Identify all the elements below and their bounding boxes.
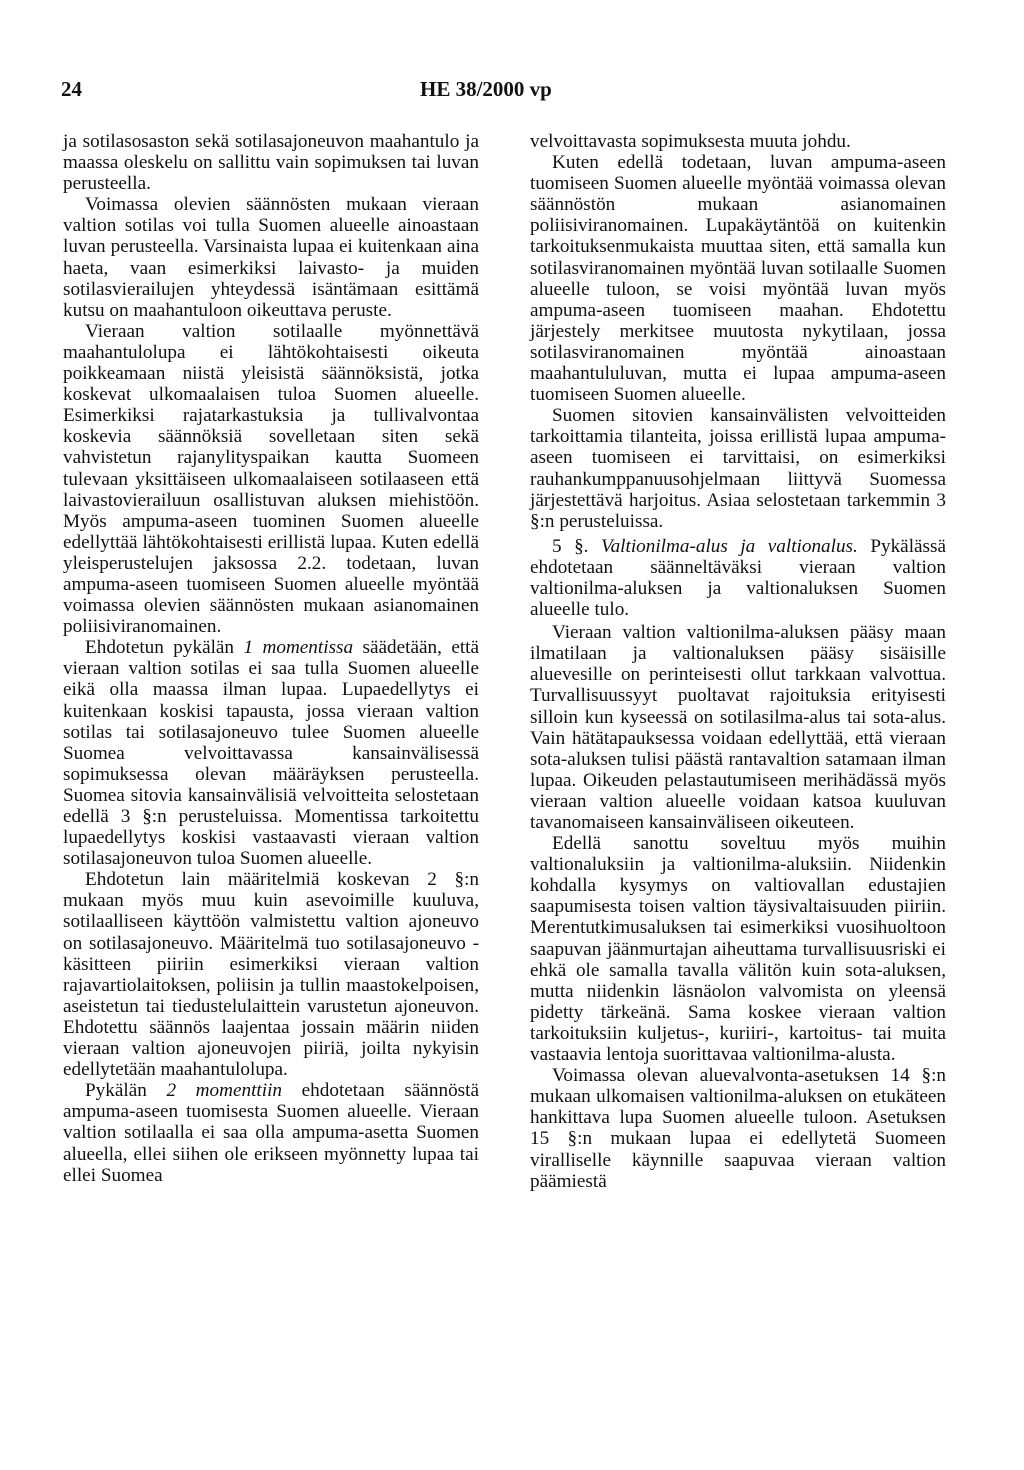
italic-term: 2 momenttiin — [166, 1080, 283, 1102]
paragraph-text: ehdotetaan säännöstä ampuma-aseen tuomisesta Suomen alueelle. Vieraan valtion sotilaalla ei saa olla ampuma-asetta Suomen alueella, ellei siihen ole erikseen myönnetty lupaa tai ellei Suomea — [63, 1080, 479, 1186]
section-title: Valtionilma-alus ja valtionalus. — [600, 535, 858, 557]
paragraph: Vieraan valtion sotilaalle myönnettävä maahantulolupa ei lähtökohtaisesti oikeuta poikkeamaan niistä yleisistä säännöksistä, jotka koskevat ulkomaalaisen tuloa Suomen alueelle. Esimerkiksi rajatarkastuksia ja tullivalvontaa koskevia säännöksiä sovelletaan siten sekä vahvistetun rajanylityspaikan kautta Suomeen tulevaan yksittäiseen ulkomaalaiseen sotilaaseen että laivastovierailuun osallistuvan aluksen miehistöön. Myös ampuma-aseen tuominen Suomen alueelle edellyttää lähtökohtaisesti erillistä lupaa. Kuten edellä yleisperustelujen jaksossa 2.2. todetaan, luvan ampuma-aseen tuomiseen Suomen alueelle myöntää voimassa olevien säännösten mukaan asianomainen poliisiviranomainen. — [63, 320, 479, 638]
paragraph: Edellä sanottu soveltuu myös muihin valtionaluksiin ja valtionilma-aluksiin. Niidenkin kohdalla kysymys on valtiovallan edustajien saapumisesta toisen valtion täysivaltaisuuden piiriin. Merentutkimusaluksen tai esimerkiksi vuosihuoltoon saapuvan jäänmurtajan aiheuttama turvallisuusriski ei ehkä ole samalla tavalla välitön kuin sota-aluksen, mutta niidenkin läsnäolon valvomista on yleensä pidetty tärkeänä. Sama koskee vieraan valtion tarkoituksiin kuljetus-, kuriiri-, kartoitus- tai muita vastaavia lentoja suorittavaa valtionilma-alusta. — [530, 833, 946, 1066]
paragraph: Kuten edellä todetaan, luvan ampuma-aseen tuomiseen Suomen alueelle myöntää voimassa olevan säännöstön mukaan asianomainen poliisiviranomainen. Lupakäytäntöä on kuitenkin tarkoituksenmukaista muuttaa siten, että samalla kun sotilasviranomainen myöntää luvan sotilaalle Suomen alueelle tuloon, se voisi myöntää luvan myös ampuma-aseen tuomiseen maahan. Ehdotettu järjestely merkitsee muutosta nykytilaan, jossa sotilasviranomainen myöntää ainoastaan maahantululuvan, mutta ei lupaa ampuma-aseen tuomiseen Suomen alueelle. — [530, 152, 946, 406]
paragraph: Voimassa olevan aluevalvonta-asetuksen 14 §:n mukaan ulkomaisen valtionilma-aluksen on etukäteen hankittava lupa Suomen alueelle tuloon. Asetuksen 15 §:n mukaan lupaa ei edellytetä Suomeen viralliselle käynnille saapuvaa vieraan valtion päämiestä — [530, 1065, 946, 1192]
paragraph-text: Ehdotetun pykälän — [85, 637, 244, 659]
right-column — [530, 131, 946, 1192]
paragraph: velvoittavasta sopimuksesta muuta johdu. — [530, 131, 851, 152]
paragraph: ja sotilasosaston sekä sotilasajoneuvon maahantulo ja maassa oleskelu on sallittu vain sopimuksen tai luvan perusteella. — [63, 131, 479, 195]
paragraph-text: Pykälässä ehdotetaan säänneltäväksi vieraan valtion valtionilma-aluksen ja valtionaluksen Suomen alueelle tulo. — [530, 535, 946, 621]
paragraph: Suomen sitovien kansainvälisten velvoitteiden tarkoittamia tilanteita, joissa erillistä lupaa ampuma-aseen tuomiseen ei tarvittaisi, on esimerkiksi rauhankumppanuusohjelmaan liittyvä Suomessa järjestettävä harjoitus. Asiaa selostetaan tarkemmin 3 §:n perusteluissa. — [530, 405, 946, 532]
paragraph — [63, 637, 479, 869]
paragraph: Vieraan valtion valtionilma-aluksen pääsy maan ilmatilaan ja valtionaluksen pääsy sisäisille aluevesille on perinteisesti ollut tarkkaan valvottua. Turvallisuussyyt puoltavat rajoituksia erityisesti silloin kun kyseessä on sotilasilma-alus tai sota-alus. Vain hätätapauksessa voidaan edellyttää, että vieraan sota-aluksen tulisi päästä rantavaltion satamaan ilman lupaa. Oikeuden pelastautumiseen merihädässä myös vieraan valtion alueelle voidaan katsoa kuuluvan tavanomaiseen kansainväliseen oikeuteen. — [530, 622, 946, 833]
paragraph: Ehdotetun lain määritelmiä koskevan 2 §:n mukaan myös muu kuin asevoimille kuuluva, sotilaalliseen käyttöön valmistettu valtion ajoneuvo on sotilasajoneuvo. Määritelmä tuo sotilasajoneuvo -käsitteen piiriin esimerkiksi vieraan valtion rajavartiolaitoksen, poliisin ja tullin maastokelpoisen, aseistetun tai tiedustelulaittein varustetun ajoneuvon. Ehdotettu säännös laajentaa jossain määrin niiden vieraan valtion ajoneuvojen piiriä, joilta nykyisin edellytetään maahantulolupa. — [63, 869, 479, 1081]
paragraph: Voimassa olevien säännösten mukaan vieraan valtion sotilas voi tulla Suomen alueelle ainoastaan luvan perusteella. Varsinaista lupaa ei kuitenkaan aina haeta, vaan esimerkiksi laivasto- ja muiden sotilasvierailujen yhteydessä isäntämaan esittämä kutsu on maahantuloon oikeuttava peruste. — [63, 194, 479, 321]
section-paragraph — [530, 536, 946, 620]
page-number: 24 — [61, 77, 82, 101]
left-column — [63, 131, 479, 1186]
section-number: 5 §. — [552, 535, 589, 557]
paragraph-text: Pykälän — [85, 1080, 167, 1102]
paragraph — [63, 1080, 479, 1185]
running-head: HE 38/2000 vp — [420, 77, 552, 101]
italic-term: 1 momentissa — [243, 637, 354, 659]
paragraph-text: säädetään, että vieraan valtion sotilas ei saa tulla Suomen alueelle eikä olla maassa ilman lupaa. Lupaedellytys ei kuitenkaan koskisi tapausta, jossa vieraan valtion sotilas tai sotilasajoneuvo tulee Suomen alueelle Suomea velvoittavassa kansainvälisessä sopimuksessa olevan määräyksen perusteella. Suomea sitovia kansainvälisiä velvoitteita selostetaan edellä 3 §:n perusteluissa. Momentissa tarkoitettu lupaedellytys koskisi vastaavasti vieraan valtion sotilasajoneuvon tuloa Suomen alueelle. — [63, 637, 480, 870]
